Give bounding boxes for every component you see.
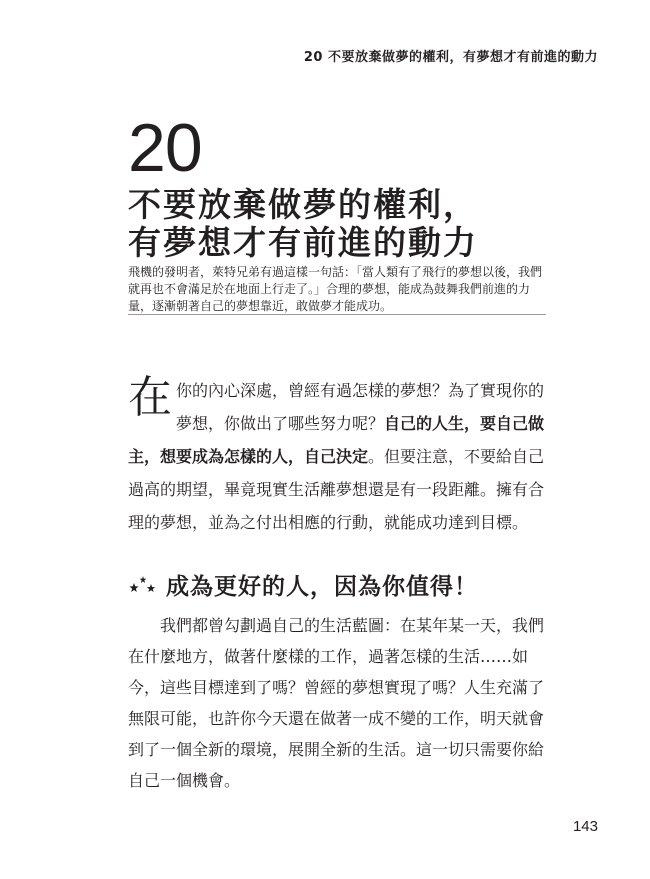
chapter-title-line-2: 有夢想才有前進的動力 xyxy=(128,223,478,262)
chapter-number: 20 xyxy=(128,110,202,186)
chapter-intro: 飛機的發明者，萊特兄弟有過這樣一句話：「當人類有了飛行的夢想以後，我們就再也不會滿足於在地面上行走了。」合理的夢想，能成為鼓舞我們前進的力量，逐漸朝著自己的夢想靠近，敢做夢才能成功。 xyxy=(128,265,543,313)
divider xyxy=(128,314,546,315)
stars-icon xyxy=(128,574,158,596)
drop-cap: 在 xyxy=(128,372,172,423)
lead-text-2: 。但要注意，不要給自己過高的期望，畢竟現實生活離夢想還是有一段距離。擁有合理的夢想，並為之付出相應的行動，就能成功達到目標。 xyxy=(128,447,545,532)
running-header: 20 不要放棄做夢的權利，有夢想才有前進的動力 xyxy=(303,50,598,65)
lead-text-1: 你的內心深處，曾經有過怎樣的夢想？為了實現你的夢想，你做出了哪些努力呢？ xyxy=(176,381,545,433)
section-paragraph: 我們都曾勾劃過自己的生活藍圖：在某年某一天，我們在什麼地方，做著什麼樣的工作，過著怎樣的生活……如今，這些目標達到了嗎？曾經的夢想實現了嗎？人生充滿了無限可能，也許你今天還在做著一成不變的工作，明天就會到了一個全新的環境，展開全新的生活。這一切只需要你給自己一個機會。 xyxy=(128,616,545,790)
section-heading xyxy=(128,568,478,601)
lead-paragraph xyxy=(128,374,546,539)
section-heading-text: 成為更好的人，因為你值得！ xyxy=(166,574,478,600)
chapter-title-line-1: 不要放棄做夢的權利， xyxy=(128,185,478,224)
lead-bold-text: 自己的人生，要自己做主，想要成為怎樣的人，自己決定 xyxy=(128,414,545,466)
chapter-title xyxy=(128,186,478,262)
page-number: 143 xyxy=(572,818,598,835)
